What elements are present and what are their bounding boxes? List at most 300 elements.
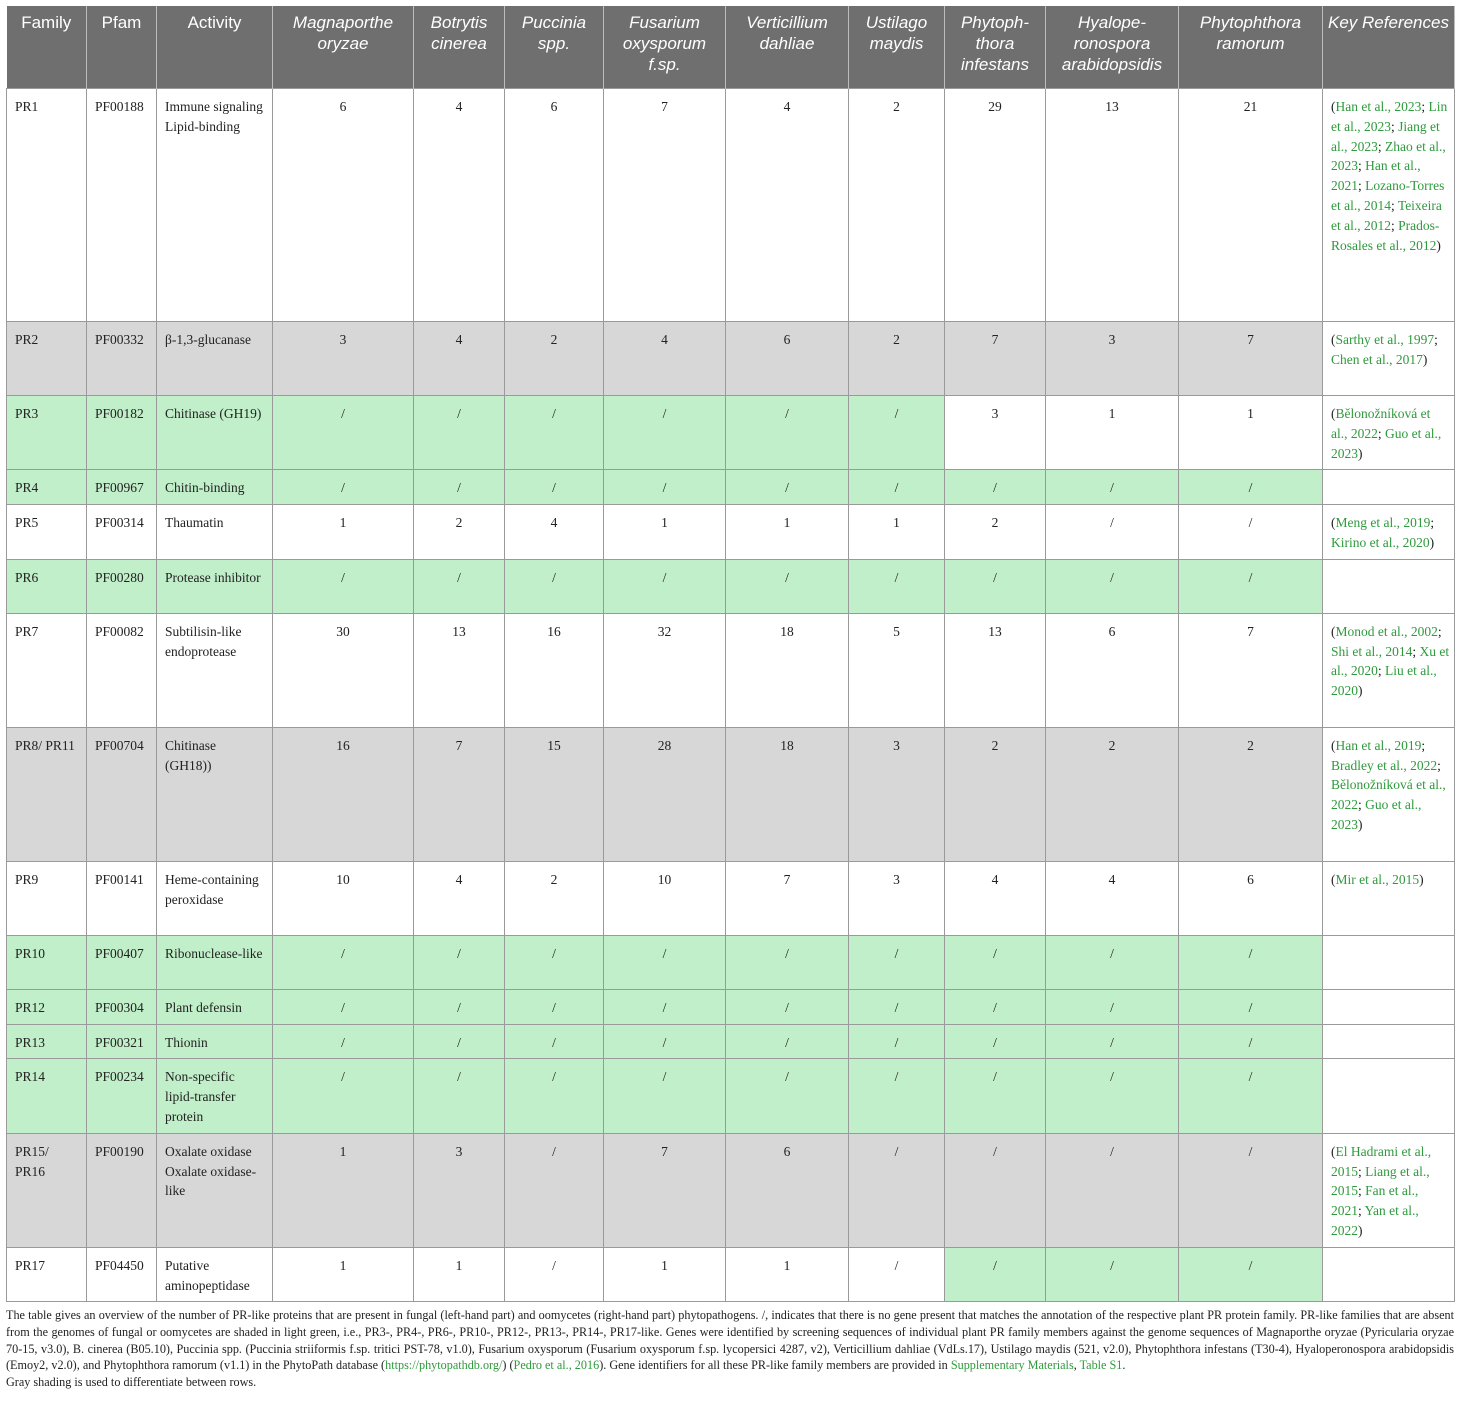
table-row (7, 505, 1455, 560)
count-cell: / (604, 396, 726, 470)
footnote-text-1: The table gives an overview of the number of PR-like proteins that are present in fungal (left-hand part) and oomycetes (right-hand part) phytopathogens. /, indicates that there is no gene present that matches the annotation of the respective plant PR protein family. PR-like families that are absent from the genomes of fungal or oomycetes are shaded in light green, i.e., PR3-, PR4-, PR6-, PR10-, PR12-, PR13-, PR14-, PR17-like. Genes were identified by screening sequences of individual plant PR family members against the genome sequences of (6, 1308, 1454, 1339)
count-cell: 7 (604, 1133, 726, 1247)
table-row (7, 396, 1455, 470)
count-cell: 1 (604, 1247, 726, 1302)
references-cell (1323, 1059, 1455, 1133)
ref-separator: ; (1421, 737, 1426, 753)
count-cell: 2 (505, 322, 604, 396)
count-cell: / (273, 1059, 414, 1133)
count-cell: / (505, 935, 604, 989)
count-cell: / (273, 1024, 414, 1059)
count-cell: 32 (604, 613, 726, 727)
references-cell (1323, 989, 1455, 1024)
ref-separator: ; (1358, 158, 1366, 174)
family-cell: PR1 (7, 89, 87, 322)
count-cell: 7 (1179, 613, 1323, 727)
ref-separator: ; (1434, 332, 1438, 347)
ref-separator: ; (1391, 217, 1399, 233)
reference-link[interactable]: Guo et al., 2023 (1331, 797, 1422, 832)
count-cell: 2 (414, 505, 505, 560)
pfam-cell: PF00332 (87, 322, 157, 396)
count-cell: 6 (1179, 861, 1323, 935)
ref-separator: ; (1358, 797, 1366, 813)
count-cell: 1 (604, 505, 726, 560)
references-cell (1323, 89, 1455, 322)
ref-separator: ; (1358, 1163, 1366, 1179)
ref-separator: ) (1429, 534, 1435, 550)
count-cell: 2 (945, 727, 1046, 861)
reference-link[interactable]: Zhao et al., 2023 (1331, 138, 1446, 174)
column-header: Key References (1323, 6, 1455, 89)
count-cell: / (945, 989, 1046, 1024)
count-cell: / (1046, 1133, 1179, 1247)
count-cell: / (849, 989, 945, 1024)
references-cell (1323, 470, 1455, 505)
ref-separator: ; (1358, 178, 1366, 194)
activity-cell: Putative aminopeptidase (157, 1247, 273, 1302)
count-cell: 16 (505, 613, 604, 727)
ref-separator: ; (1437, 623, 1442, 639)
count-cell: 7 (1179, 322, 1323, 396)
pfam-cell: PF00967 (87, 470, 157, 505)
table-container (6, 6, 1454, 1390)
reference-link[interactable]: Bělonožníková et al., 2022 (1331, 777, 1446, 813)
ref-paren: ( (1331, 515, 1336, 531)
count-cell: 1 (726, 1247, 849, 1302)
family-cell: PR2 (7, 322, 87, 396)
pfam-cell: PF00182 (87, 396, 157, 470)
reference-link[interactable]: Sarthy et al., 1997 (1335, 332, 1435, 347)
ref-separator: ; (1412, 643, 1420, 659)
count-cell: 18 (726, 727, 849, 861)
supplementary-materials-link[interactable]: Supplementary Materials (950, 1358, 1074, 1373)
reference-link[interactable]: Prados-Rosales et al., 2012 (1331, 217, 1440, 253)
pedro-citation-link[interactable]: Pedro et al., 2016 (513, 1358, 600, 1373)
count-cell: 1 (273, 1133, 414, 1247)
count-cell: / (1046, 470, 1179, 505)
count-cell: 2 (1046, 727, 1179, 861)
count-cell: / (414, 1024, 505, 1059)
count-cell: 13 (945, 613, 1046, 727)
pfam-cell: PF00407 (87, 935, 157, 989)
table-footnote (6, 1307, 1454, 1373)
count-cell: / (1046, 559, 1179, 613)
ref-separator: ; (1358, 1203, 1365, 1219)
footnote-dot: . (1122, 1358, 1126, 1373)
gray-shading-note: Gray shading is used to differentiate between rows. (6, 1374, 257, 1389)
count-cell: 6 (726, 1133, 849, 1247)
count-cell: / (1046, 989, 1179, 1024)
reference-link[interactable]: Bradley et al., 2022 (1331, 757, 1438, 773)
reference-link[interactable]: Mir et al., 2015 (1335, 871, 1420, 887)
footnote-text-2: Magnaporthe oryzae (Pyricularia oryzae 70-15, v3.0), B. cinerea (B05.10), Puccinia spp. (Puccinia striiformis f.sp. tritici PST-78, v1.0), Fusarium oxysporum (Fusarium oxysporum f.sp. lycopersici 4287, v2), Verticillium dahliae (VdLs.17), Ustilago maydis (521, v2.0), Phytophthora infestans (T30-4), Hyaloperonospora arabidopsidis (Emoy2, v2.0), and Phytophthora ramorum (v1.1) in the PhytoPath database ( (6, 1324, 1454, 1373)
reference-link[interactable]: Han et al., 2021 (1331, 158, 1421, 194)
count-cell: / (505, 1059, 604, 1133)
ref-separator: ; (1377, 663, 1386, 679)
family-cell: PR13 (7, 1024, 87, 1059)
table-row (7, 935, 1455, 989)
count-cell: / (945, 470, 1046, 505)
ref-paren: ( (1331, 871, 1336, 887)
ref-separator: ; (1377, 138, 1386, 154)
ref-paren: ( (1331, 99, 1336, 114)
pfam-cell: PF00234 (87, 1059, 157, 1133)
column-header: Magnaporthe oryzae (273, 6, 414, 89)
reference-link[interactable]: Jiang et al., 2023 (1331, 118, 1440, 154)
column-header: Fusarium oxysporum f.sp. (604, 6, 726, 89)
count-cell: 6 (273, 89, 414, 322)
references-cell (1323, 727, 1455, 861)
count-cell: 2 (849, 322, 945, 396)
activity-cell: Immune signaling Lipid-binding (157, 89, 273, 322)
count-cell: / (849, 1133, 945, 1247)
count-cell: 21 (1179, 89, 1323, 322)
table-row (7, 1133, 1455, 1247)
ref-separator: ) (1358, 683, 1363, 699)
ref-separator: ) (1358, 1222, 1363, 1238)
activity-cell: β-1,3-glucanase (157, 322, 273, 396)
references-cell (1323, 1133, 1455, 1247)
family-cell: PR4 (7, 470, 87, 505)
count-cell: / (604, 935, 726, 989)
count-cell: / (273, 470, 414, 505)
count-cell: 28 (604, 727, 726, 861)
count-cell: 1 (414, 1247, 505, 1302)
count-cell: / (505, 1024, 604, 1059)
reference-link[interactable]: Liu et al., 2020 (1331, 663, 1437, 699)
table-row (7, 1024, 1455, 1059)
header-row (7, 6, 1455, 89)
count-cell: / (849, 935, 945, 989)
table-row (7, 613, 1455, 727)
count-cell: 4 (604, 322, 726, 396)
family-cell: PR10 (7, 935, 87, 989)
count-cell: / (849, 1247, 945, 1302)
count-cell: 4 (414, 89, 505, 322)
count-cell: / (1179, 1059, 1323, 1133)
count-cell: / (1179, 505, 1323, 560)
reference-link[interactable]: Lozano-Torres et al., 2014 (1331, 178, 1445, 213)
count-cell: / (1046, 1024, 1179, 1059)
count-cell: / (505, 396, 604, 470)
count-cell: 2 (505, 861, 604, 935)
count-cell: / (726, 935, 849, 989)
family-cell: PR3 (7, 396, 87, 470)
pfam-cell: PF00704 (87, 727, 157, 861)
reference-link[interactable]: Han et al., 2019 (1335, 737, 1422, 753)
ref-separator: ) (1358, 445, 1363, 461)
family-cell: PR12 (7, 989, 87, 1024)
count-cell: / (1046, 935, 1179, 989)
count-cell: / (945, 1059, 1046, 1133)
table-s1-link[interactable]: Table S1 (1079, 1358, 1123, 1373)
ref-separator: ; (1391, 118, 1399, 134)
ref-paren: ( (1331, 623, 1336, 639)
count-cell: / (726, 559, 849, 613)
count-cell: / (414, 396, 505, 470)
family-cell: PR9 (7, 861, 87, 935)
count-cell: 1 (1179, 396, 1323, 470)
count-cell: 3 (414, 1133, 505, 1247)
count-cell: / (273, 396, 414, 470)
count-cell: / (1179, 559, 1323, 613)
count-cell: 4 (945, 861, 1046, 935)
reference-link[interactable]: Kirino et al., 2020 (1331, 534, 1430, 550)
reference-link[interactable]: Shi et al., 2014 (1331, 643, 1413, 659)
family-cell: PR7 (7, 613, 87, 727)
count-cell: / (1179, 1133, 1323, 1247)
activity-cell: Ribonuclease-like (157, 935, 273, 989)
table-row (7, 89, 1455, 322)
count-cell: 4 (726, 89, 849, 322)
count-cell: 1 (1046, 396, 1179, 470)
count-cell: / (604, 470, 726, 505)
count-cell: 3 (273, 322, 414, 396)
count-cell: 10 (273, 861, 414, 935)
activity-cell: Thaumatin (157, 505, 273, 560)
count-cell: / (849, 396, 945, 470)
pfam-cell: PF00321 (87, 1024, 157, 1059)
count-cell: / (1046, 505, 1179, 560)
count-cell: 13 (414, 613, 505, 727)
count-cell: / (1179, 989, 1323, 1024)
family-cell: PR14 (7, 1059, 87, 1133)
count-cell: / (945, 1024, 1046, 1059)
phytopath-link[interactable]: https://phytopathdb.org/ (385, 1358, 503, 1373)
count-cell: / (414, 559, 505, 613)
references-cell (1323, 505, 1455, 560)
count-cell: / (1046, 1247, 1179, 1302)
references-cell (1323, 322, 1455, 396)
ref-separator: ) (1436, 237, 1441, 253)
activity-cell: Chitinase (GH19) (157, 396, 273, 470)
table-row (7, 1247, 1455, 1302)
pfam-cell: PF00280 (87, 559, 157, 613)
count-cell: / (726, 470, 849, 505)
reference-link[interactable]: Monod et al., 2002 (1335, 623, 1438, 639)
reference-link[interactable]: Guo et al., 2023 (1331, 425, 1442, 461)
count-cell: / (414, 989, 505, 1024)
count-cell: 15 (505, 727, 604, 861)
count-cell: / (849, 559, 945, 613)
ref-separator: ) (1422, 351, 1428, 367)
ref-separator: ) (1419, 871, 1424, 887)
count-cell: 4 (414, 861, 505, 935)
count-cell: / (1179, 935, 1323, 989)
column-header: Verticillium dahliae (726, 6, 849, 89)
ref-paren: ( (1331, 406, 1336, 421)
table-row (7, 861, 1455, 935)
count-cell: 1 (273, 505, 414, 560)
reference-link[interactable]: Xu et al., 2020 (1331, 643, 1450, 679)
reference-link[interactable]: Meng et al., 2019 (1335, 515, 1431, 531)
reference-link[interactable]: Liang et al., 2015 (1331, 1163, 1430, 1199)
pfam-cell: PF00314 (87, 505, 157, 560)
count-cell: / (414, 1059, 505, 1133)
count-cell: 4 (1046, 861, 1179, 935)
footnote-text-4: ). Gene identifiers for all these PR-like family members are provided in (599, 1358, 948, 1373)
count-cell: / (726, 989, 849, 1024)
references-cell (1323, 559, 1455, 613)
column-header: Hyalope-ronospora arabidopsidis (1046, 6, 1179, 89)
family-cell: PR15/ PR16 (7, 1133, 87, 1247)
ref-separator: ; (1430, 515, 1435, 531)
count-cell: / (945, 1133, 1046, 1247)
table-row (7, 989, 1455, 1024)
activity-cell: Thionin (157, 1024, 273, 1059)
column-header: Ustilago maydis (849, 6, 945, 89)
ref-paren: ( (1331, 1143, 1336, 1159)
column-header: Puccinia spp. (505, 6, 604, 89)
ref-separator: ; (1421, 99, 1429, 114)
count-cell: / (604, 1059, 726, 1133)
references-cell (1323, 1247, 1455, 1302)
ref-paren: ( (1331, 737, 1336, 753)
ref-separator: ) (1358, 816, 1363, 832)
count-cell: 18 (726, 613, 849, 727)
count-cell: 2 (1179, 727, 1323, 861)
family-cell: PR17 (7, 1247, 87, 1302)
count-cell: / (1046, 1059, 1179, 1133)
count-cell: / (414, 935, 505, 989)
table-row (7, 322, 1455, 396)
count-cell: 7 (604, 89, 726, 322)
table-row (7, 559, 1455, 613)
activity-cell: Chitinase (GH18)) (157, 727, 273, 861)
count-cell: / (505, 470, 604, 505)
count-cell: 16 (273, 727, 414, 861)
reference-link[interactable]: Fan et al., 2021 (1331, 1183, 1419, 1219)
column-header: Botrytis cinerea (414, 6, 505, 89)
references-cell (1323, 613, 1455, 727)
ref-separator: ; (1391, 197, 1398, 213)
count-cell: / (726, 1024, 849, 1059)
column-header: Activity (157, 6, 273, 89)
count-cell: / (849, 1059, 945, 1133)
count-cell: 29 (945, 89, 1046, 322)
count-cell: 3 (945, 396, 1046, 470)
count-cell: 6 (726, 322, 849, 396)
activity-cell: Subtilisin-like endoprotease (157, 613, 273, 727)
activity-cell: Plant defensin (157, 989, 273, 1024)
references-cell (1323, 935, 1455, 989)
table-row (7, 727, 1455, 861)
activity-cell: Heme-containing peroxidase (157, 861, 273, 935)
count-cell: / (505, 1133, 604, 1247)
count-cell: / (726, 1059, 849, 1133)
reference-link[interactable]: Lin et al., 2023 (1331, 99, 1448, 134)
ref-separator: ; (1377, 425, 1386, 441)
count-cell: 2 (849, 89, 945, 322)
reference-link[interactable]: Bělonožníková et al., 2022 (1331, 406, 1431, 441)
count-cell: / (1179, 470, 1323, 505)
reference-link[interactable]: El Hadrami et al., 2015 (1331, 1143, 1432, 1179)
reference-link[interactable]: Han et al., 2023 (1335, 99, 1422, 114)
pfam-cell: PF00190 (87, 1133, 157, 1247)
count-cell: 3 (849, 727, 945, 861)
count-cell: / (849, 1024, 945, 1059)
pfam-cell: PF00304 (87, 989, 157, 1024)
count-cell: 13 (1046, 89, 1179, 322)
table-row (7, 1059, 1455, 1133)
count-cell: 5 (849, 613, 945, 727)
column-header: Family (7, 6, 87, 89)
reference-link[interactable]: Chen et al., 2017 (1331, 351, 1423, 367)
pfam-cell: PF00141 (87, 861, 157, 935)
count-cell: / (726, 396, 849, 470)
count-cell: 1 (726, 505, 849, 560)
count-cell: / (505, 559, 604, 613)
column-header: Pfam (87, 6, 157, 89)
pfam-cell: PF00188 (87, 89, 157, 322)
references-cell (1323, 861, 1455, 935)
count-cell: / (414, 470, 505, 505)
family-cell: PR5 (7, 505, 87, 560)
activity-cell: Protease inhibitor (157, 559, 273, 613)
ref-separator: ; (1358, 1183, 1366, 1199)
activity-cell: Non-specific lipid-transfer protein (157, 1059, 273, 1133)
pr-family-table (6, 6, 1455, 1302)
family-cell: PR8/ PR11 (7, 727, 87, 861)
activity-cell: Chitin-binding (157, 470, 273, 505)
pfam-cell: PF04450 (87, 1247, 157, 1302)
footnote-text-3: ) ( (502, 1358, 514, 1373)
reference-link[interactable]: Yan et al., 2022 (1331, 1203, 1419, 1238)
count-cell: 1 (273, 1247, 414, 1302)
footnote-comma: , (1073, 1358, 1080, 1373)
count-cell: / (604, 559, 726, 613)
count-cell: / (1179, 1247, 1323, 1302)
references-cell (1323, 1024, 1455, 1059)
references-cell (1323, 396, 1455, 470)
count-cell: 2 (945, 505, 1046, 560)
count-cell: / (945, 935, 1046, 989)
count-cell: / (604, 1024, 726, 1059)
count-cell: / (945, 1247, 1046, 1302)
count-cell: / (505, 989, 604, 1024)
pfam-cell: PF00082 (87, 613, 157, 727)
column-header: Phytophthora ramorum (1179, 6, 1323, 89)
count-cell: 6 (1046, 613, 1179, 727)
count-cell: / (1179, 1024, 1323, 1059)
count-cell: 7 (945, 322, 1046, 396)
count-cell: 30 (273, 613, 414, 727)
count-cell: 3 (1046, 322, 1179, 396)
count-cell: / (273, 989, 414, 1024)
count-cell: 4 (414, 322, 505, 396)
count-cell: / (505, 1247, 604, 1302)
table-body (7, 89, 1455, 1302)
family-cell: PR6 (7, 559, 87, 613)
count-cell: / (273, 935, 414, 989)
count-cell: / (849, 470, 945, 505)
count-cell: 6 (505, 89, 604, 322)
count-cell: 7 (726, 861, 849, 935)
count-cell: 4 (505, 505, 604, 560)
count-cell: 1 (849, 505, 945, 560)
reference-link[interactable]: Teixeira et al., 2012 (1331, 197, 1442, 233)
ref-paren: ( (1331, 332, 1336, 347)
count-cell: 10 (604, 861, 726, 935)
count-cell: 3 (849, 861, 945, 935)
column-header: Phytoph-thora infestans (945, 6, 1046, 89)
count-cell: / (945, 559, 1046, 613)
count-cell: / (273, 559, 414, 613)
count-cell: 7 (414, 727, 505, 861)
table-row (7, 470, 1455, 505)
count-cell: / (604, 989, 726, 1024)
ref-separator: ; (1437, 757, 1441, 773)
